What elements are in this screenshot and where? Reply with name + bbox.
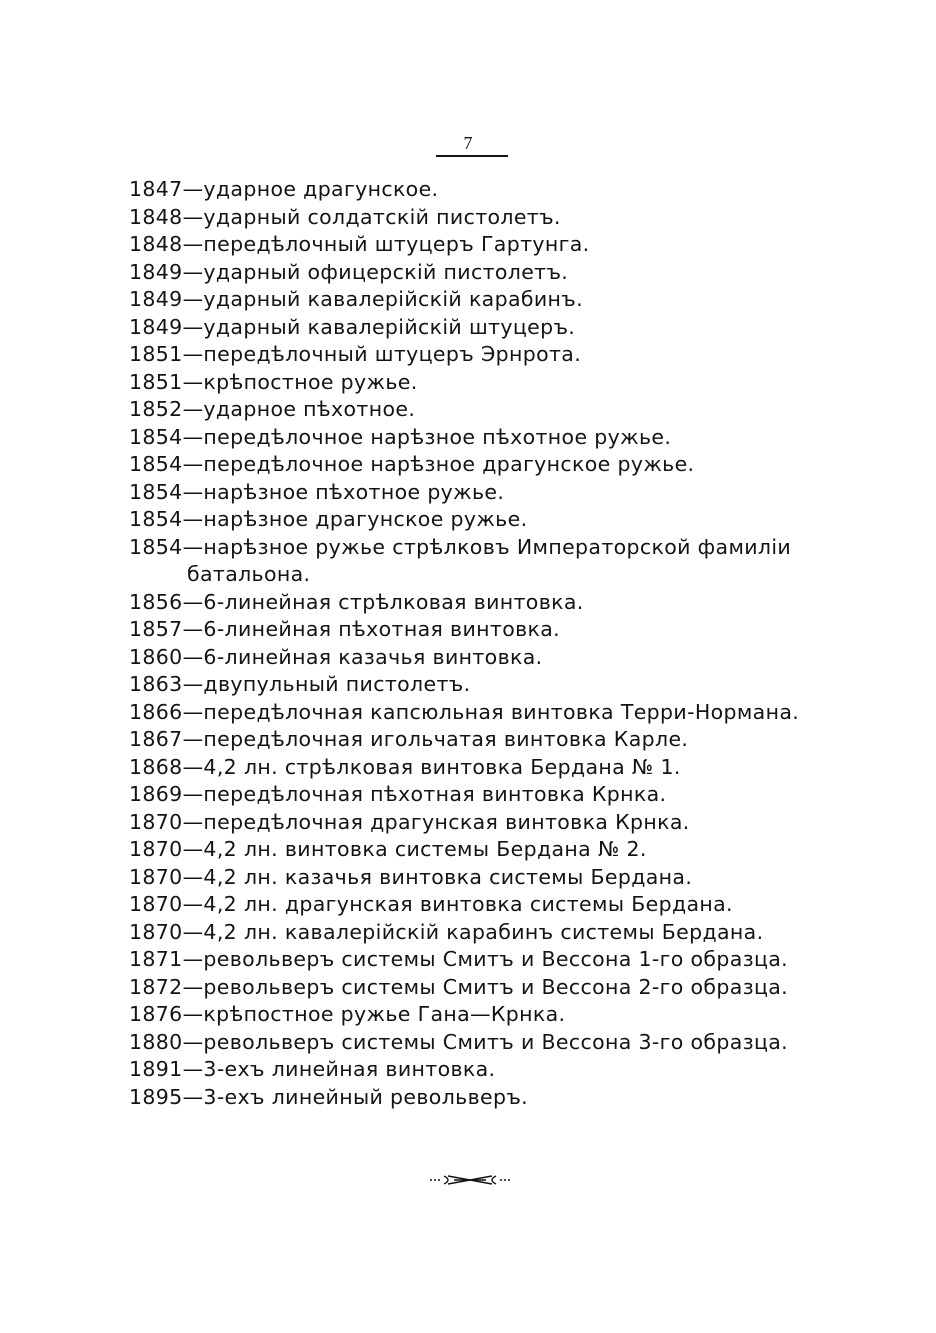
list-item: 1851—крѣпостное ружье. <box>129 369 418 394</box>
list-item: 1852—ударное пѣхотное. <box>129 397 416 421</box>
list-item: 1854—нарѣзное драгунское ружье. <box>129 507 528 531</box>
page-number-rule <box>436 155 508 157</box>
list-item: 1870—4,2 лн. казачья винтовка системы Бердана. <box>129 864 693 889</box>
list-item: 1849—ударный кавалерійскій карабинъ. <box>129 287 583 311</box>
list-item: 1851—передѣлочный штуцеръ Эрнрота. <box>129 342 582 366</box>
list-item: 1868—4,2 лн. стрѣлковая винтовка Бердана № 1. <box>129 754 681 779</box>
list-item: 1860—6-линейная казачья винтовка. <box>129 644 543 669</box>
list-item: 1863—двупульный пистолетъ. <box>129 672 471 696</box>
list-item: 1857—6-линейная пѣхотная винтовка. <box>129 617 561 641</box>
list-item: 1866—передѣлочная капсюльная винтовка Терри-Нормана. <box>129 699 800 724</box>
list-item: 1854—нарѣзное пѣхотное ружье. <box>129 479 505 504</box>
list-item: 1870—4,2 лн. кавалерійскій карабинъ системы Бердана. <box>129 919 764 944</box>
list-item: 1854—передѣлочное нарѣзное пѣхотное ружье. <box>129 424 672 449</box>
list-item: 1847—ударное драгунское. <box>129 177 439 201</box>
list-item: 1854—нарѣзное ружье стрѣлковъ Императорской фамиліи <box>129 534 792 559</box>
entry-list <box>129 176 819 1111</box>
list-item: 1849—ударный офицерскій пистолетъ. <box>129 259 569 284</box>
list-item: 1870—4,2 лн. винтовка системы Бердана № 2. <box>129 837 647 861</box>
list-item: 1848—передѣлочный штуцеръ Гартунга. <box>129 232 590 256</box>
list-item-continuation: батальона. <box>187 562 311 586</box>
page-number: 7 <box>463 133 473 153</box>
list-item: 1871—револьверъ системы Смитъ и Вессона 1-го образца. <box>129 947 789 971</box>
list-item: 1870—4,2 лн. драгунская винтовка системы Бердана. <box>129 892 733 916</box>
list-item: 1895—3-ехъ линейный револьверъ. <box>129 1084 529 1109</box>
list-item: 1856—6-линейная стрѣлковая винтовка. <box>129 589 584 614</box>
list-item: 1867—передѣлочная игольчатая винтовка Карле. <box>129 727 689 751</box>
list-item: 1872—револьверъ системы Смитъ и Вессона 2-го образца. <box>129 974 789 999</box>
list-item: 1891—3-ехъ линейная винтовка. <box>129 1057 496 1081</box>
list-item: 1876—крѣпостное ружье Гана—Крнка. <box>129 1002 566 1026</box>
list-item: 1869—передѣлочная пѣхотная винтовка Крнка. <box>129 782 667 806</box>
tailpiece-ornament-icon <box>428 1170 512 1190</box>
list-item: 1870—передѣлочная драгунская винтовка Крнка. <box>129 809 690 834</box>
list-item: 1854—передѣлочное нарѣзное драгунское ружье. <box>129 452 695 476</box>
list-item: 1848—ударный солдатскій пистолетъ. <box>129 204 561 229</box>
list-item: 1880—револьверъ системы Смитъ и Вессона 3-го образца. <box>129 1029 789 1054</box>
list-item: 1849—ударный кавалерійскій штуцеръ. <box>129 314 576 339</box>
